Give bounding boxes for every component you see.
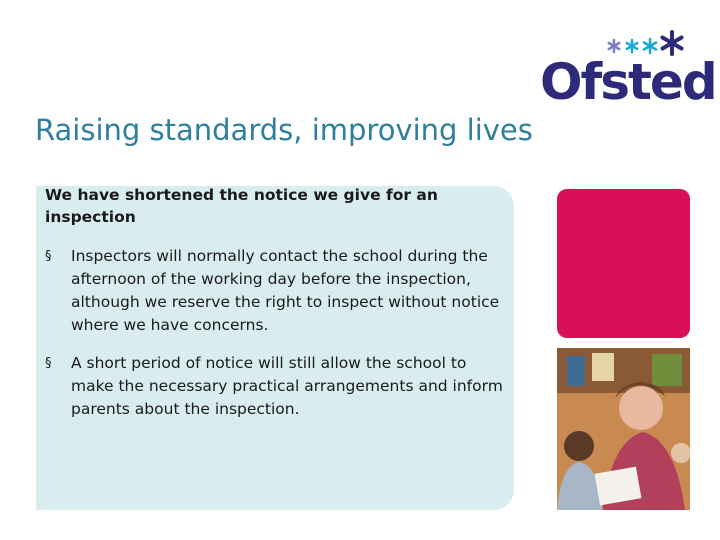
content-panel (36, 186, 514, 510)
classroom-photo (557, 348, 690, 510)
bullet-text-1: Inspectors will normally contact the school during the afternoon of the working day before the inspection, although we reserve the right to inspect without notice where we have concerns. (71, 247, 500, 334)
photo-illustration (557, 348, 690, 510)
decorative-block (557, 189, 690, 338)
ofsted-logo (540, 30, 716, 111)
logo-wordmark: Ofsted (540, 53, 716, 111)
panel-heading: We have shortened the notice we give for an inspection (45, 186, 438, 226)
bullet-text-2: A short period of notice will still allow the school to make the necessary practical arrangements and inform parents about the inspection. (71, 354, 503, 418)
bullet-icon: § (45, 249, 52, 264)
page-title: Raising standards, improving lives (35, 113, 533, 147)
bullet-icon: § (45, 356, 52, 371)
